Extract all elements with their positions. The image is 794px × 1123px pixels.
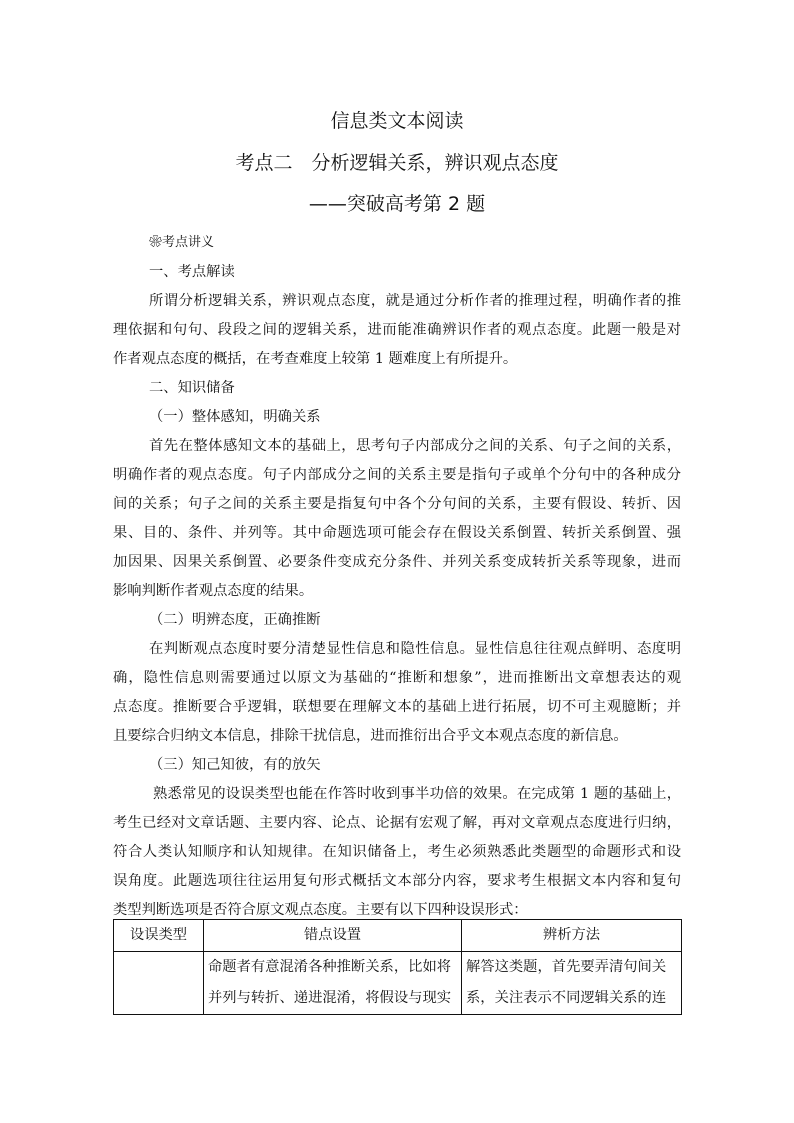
table-header-row bbox=[114, 920, 682, 952]
subheading: （一）整体感知，明确关系 bbox=[149, 409, 321, 425]
cell-line: 解答这类题，首先要弄清句间关 bbox=[466, 959, 667, 975]
paragraph-line: 点态度。推断要合乎逻辑，联想要在理解文本的基础上进行拓展，切不可主观臆断；并 bbox=[113, 699, 681, 715]
paragraph-line: 误角度。此题选项往往运用复句形式概括文本部分内容，要求考生根据文本内容和复句 bbox=[113, 873, 681, 889]
paragraph-line: 间的关系；句子之间的关系主要是指复句中各个分句间的关系，主要有假设、转折、因 bbox=[113, 496, 681, 512]
paragraph-line: 首先在整体感知文本的基础上，思考句子内部成分之间的关系、句子之间的关系， bbox=[149, 438, 681, 454]
subheading: （二）明辨态度，正确推断 bbox=[149, 612, 321, 628]
table-header-cell: 辨析方法 bbox=[462, 920, 682, 952]
paragraph-line: 在判断观点态度时要分清楚显性信息和隐性信息。显性信息往往观点鲜明、态度明 bbox=[149, 641, 681, 657]
paragraph-line: 作者观点态度的概括，在考查难度上较第 1 题难度上有所提升。 bbox=[113, 351, 518, 367]
paragraph-line: 加因果、因果关系倒置、必要条件变成充分条件、并列关系变成转折关系等现象，进而 bbox=[113, 554, 681, 570]
table-row bbox=[114, 952, 682, 1015]
table-cell-error bbox=[204, 952, 462, 1015]
paragraph-line: 类型判断选项是否符合原文观点态度。主要有以下四种设误形式： bbox=[113, 902, 528, 918]
heading-zhishi: 二、知识储备 bbox=[149, 380, 235, 396]
paragraph-line: 影响判断作者观点态度的结果。 bbox=[113, 583, 314, 599]
section-marker: ❀考点讲义 bbox=[149, 235, 215, 250]
heading-kaodian: 一、考点解读 bbox=[149, 264, 235, 280]
paragraph-line: 确，隐性信息则需要通过以原文为基础的“推断和想象”，进而推断出文章想表达的观 bbox=[113, 670, 681, 686]
table-cell-type bbox=[114, 952, 204, 1015]
paragraph-line: 考生已经对文章话题、主要内容、论点、论据有宏观了解，再对文章观点态度进行归纳， bbox=[113, 815, 681, 831]
document-subsubtitle: ——突破高考第 2 题 bbox=[308, 193, 486, 215]
error-type-table bbox=[113, 919, 682, 1015]
paragraph-line: 果、目的、条件、并列等。其中命题选项可能会存在假设关系倒置、转折关系倒置、强 bbox=[113, 525, 681, 541]
cell-line: 命题者有意混淆各种推断关系，比如将 bbox=[208, 959, 452, 975]
paragraph-line: 明确作者的观点态度。句子内部成分之间的关系主要是指句子或单个分句中的各种成分 bbox=[113, 467, 681, 483]
paragraph-line: 所谓分析逻辑关系，辨识观点态度，就是通过分析作者的推理过程，明确作者的推 bbox=[149, 293, 681, 309]
cell-line: 系，关注表示不同逻辑关系的连 bbox=[466, 990, 667, 1006]
paragraph-line: 符合人类认知顺序和认知规律。在知识储备上，考生必须熟悉此类题型的命题形式和设 bbox=[113, 844, 681, 860]
paragraph-line: 熟悉常见的设误类型也能在作答时收到事半功倍的效果。在完成第 1 题的基础上， bbox=[153, 786, 681, 802]
document-subtitle: 考点二 分析逻辑关系，辨识观点态度 bbox=[235, 152, 559, 174]
table-header-cell: 错点设置 bbox=[204, 920, 462, 952]
paragraph-line: 理依据和句句、段段之间的逻辑关系，进而能准确辨识作者的观点态度。此题一般是对 bbox=[113, 322, 681, 338]
subheading: （三）知己知彼，有的放矢 bbox=[149, 757, 321, 773]
table-header-cell: 设误类型 bbox=[114, 920, 204, 952]
cell-line: 并列与转折、递进混淆，将假设与现实 bbox=[208, 990, 452, 1006]
table-cell-method bbox=[462, 952, 682, 1015]
paragraph-line: 且要综合归纳文本信息，排除干扰信息，进而推衍出合乎文本观点态度的新信息。 bbox=[113, 728, 628, 744]
document-title: 信息类文本阅读 bbox=[330, 110, 464, 132]
